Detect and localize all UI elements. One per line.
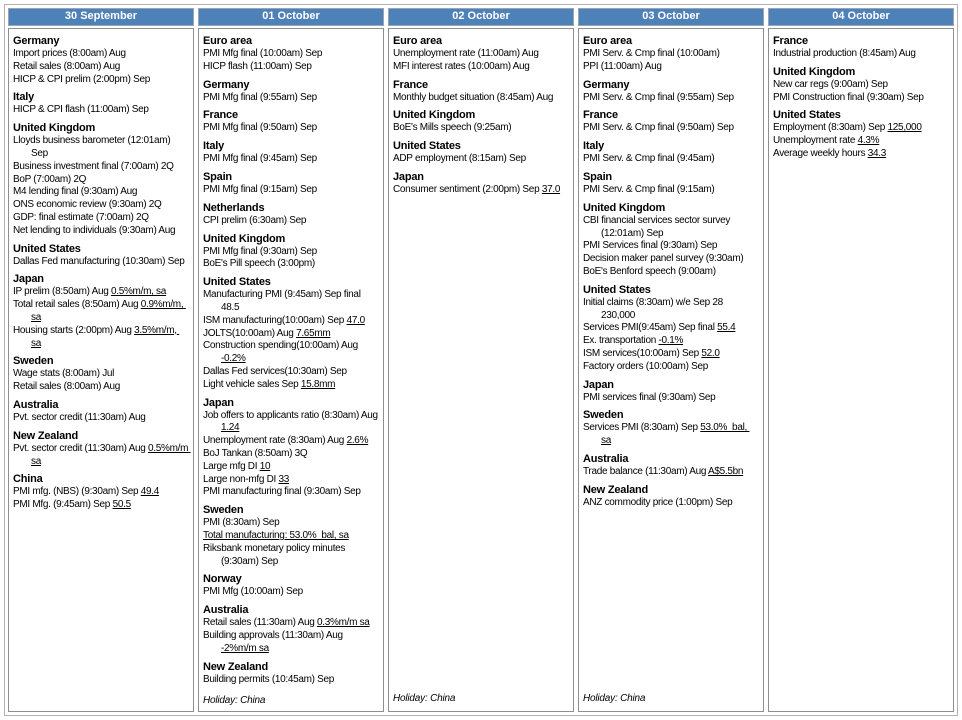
- event-item: PMI services final (9:30am) Sep: [583, 391, 716, 403]
- day-header: 04 October: [768, 8, 954, 26]
- country-heading: Germany: [583, 78, 630, 91]
- event-item: PMI Mfg final (10:00am) Sep: [203, 48, 323, 59]
- event-item: Large mfg DI 10: [203, 460, 271, 472]
- event-item: PMI Mfg (10:00am) Sep: [203, 586, 303, 598]
- event-item: Factory orders (10:00am) Sep: [583, 360, 708, 372]
- country-section: [583, 484, 759, 510]
- event-item: Monthly budget situation (8:45am) Aug: [393, 91, 554, 103]
- event-item: Housing starts (2:00pm) Aug 3.5%m/m, sa: [13, 324, 180, 349]
- event-item: PMI Serv. & Cmp final (9:55am) Sep: [583, 91, 734, 103]
- country-section: [583, 202, 759, 279]
- day-column-2: [198, 8, 384, 712]
- event-item: Services PMI (8:30am) Sep 53.0% bal, sa: [583, 422, 750, 447]
- country-heading: Japan: [13, 273, 44, 286]
- event-item: New car regs (9:00am) Sep: [773, 78, 888, 90]
- event-value: 33: [278, 473, 290, 485]
- event-item: PMI Services final (9:30am) Sep: [583, 240, 718, 252]
- country-heading: Germany: [13, 35, 60, 47]
- event-value: 1.24: [221, 422, 240, 434]
- event-item: Light vehicle sales Sep 15.8mm: [203, 378, 336, 390]
- country-heading: Euro area: [393, 35, 442, 47]
- country-heading: Australia: [13, 398, 59, 411]
- country-heading: New Zealand: [203, 660, 269, 673]
- economic-calendar: [8, 8, 954, 712]
- country-heading: New Zealand: [583, 483, 649, 496]
- country-heading: France: [773, 35, 808, 47]
- country-heading: Japan: [393, 170, 424, 183]
- event-item: PMI Mfg final (9:30am) Sep: [203, 245, 317, 257]
- event-value: 53.0% bal, sa: [601, 422, 750, 447]
- country-section: [203, 109, 379, 135]
- event-item: PMI Serv. & Cmp final (9:15am): [583, 183, 715, 195]
- event-item: Manufacturing PMI (9:45am) Sep final 48.5: [203, 289, 364, 313]
- country-section: [203, 604, 379, 655]
- event-item: Building permits (10:45am) Sep: [203, 673, 335, 685]
- event-item: Industrial production (8:45am) Aug: [773, 48, 916, 59]
- holiday-note: Holiday: China: [203, 695, 266, 707]
- event-value: A$5.5bn: [708, 465, 744, 477]
- event-item: PPI (11:00am) Aug: [583, 60, 662, 72]
- event-item: PMI Construction final (9:30am) Sep: [773, 91, 924, 103]
- country-section: [203, 79, 379, 105]
- event-item: Services PMI(9:45am) Sep final 55.4: [583, 322, 736, 334]
- country-heading: United Kingdom: [773, 65, 856, 78]
- event-value: 10: [259, 460, 271, 472]
- country-section: [13, 35, 189, 86]
- event-item: Pvt. sector credit (11:30am) Aug 0.5%m/m sa: [13, 442, 191, 467]
- event-item: Employment (8:30am) Sep 125,000: [773, 122, 922, 134]
- event-value: 4.3%: [857, 135, 880, 147]
- event-item: PMI Serv. & Cmp final (9:50am) Sep: [583, 122, 734, 134]
- country-section: [203, 140, 379, 166]
- day-header: 03 October: [578, 8, 764, 26]
- event-value: 55.4: [717, 322, 736, 334]
- day-body: [578, 28, 764, 712]
- country-heading: Sweden: [583, 409, 624, 422]
- country-heading: Spain: [583, 170, 612, 183]
- event-value: 50.5: [112, 499, 131, 511]
- event-item: Pvt. sector credit (11:30am) Aug: [13, 411, 146, 423]
- country-section: [773, 35, 949, 61]
- country-section: [583, 284, 759, 374]
- event-item: PMI Mfg final (9:50am) Sep: [203, 122, 317, 134]
- country-heading: United Kingdom: [13, 122, 96, 135]
- event-item: HICP & CPI prelim (2:00pm) Sep: [13, 73, 150, 85]
- country-section: [203, 35, 379, 74]
- country-heading: France: [583, 109, 618, 122]
- event-item: JOLTS(10:00am) Aug 7.65mm: [203, 327, 331, 339]
- country-heading: Italy: [203, 140, 225, 153]
- holiday-note: Holiday: China: [393, 693, 456, 704]
- day-body: [768, 28, 954, 712]
- country-heading: Japan: [583, 378, 614, 391]
- event-value: 0.9%m/m, sa: [31, 299, 186, 323]
- country-section: [13, 273, 189, 350]
- country-section: [203, 504, 379, 568]
- country-section: [583, 379, 759, 405]
- day-body: [8, 28, 194, 712]
- event-value: -0.2%: [221, 353, 246, 365]
- event-item: Net lending to individuals (9:30am) Aug: [13, 224, 176, 236]
- country-heading: United States: [583, 283, 651, 296]
- event-item: CBI financial services sector survey (12:01am) Sep: [583, 214, 733, 239]
- day-body: [388, 28, 574, 712]
- calendar-frame: [4, 4, 958, 716]
- event-item: Wage stats (8:00am) Jul: [13, 368, 115, 380]
- day-header: 01 October: [198, 8, 384, 26]
- day-column-3: [388, 8, 574, 712]
- event-item: Unemployment rate (8:30am) Aug 2.6%: [203, 435, 369, 447]
- event-value: 49.4: [140, 486, 160, 498]
- country-heading: United Kingdom: [583, 201, 666, 214]
- event-value: 0.3%m/m sa: [317, 617, 370, 629]
- country-section: [583, 409, 759, 448]
- country-heading: France: [393, 78, 428, 91]
- event-item: ISM manufacturing(10:00am) Sep 47.0: [203, 314, 365, 326]
- event-item: BoE's Benford speech (9:00am): [583, 265, 716, 277]
- event-value: 37.0: [541, 183, 561, 195]
- event-item: Import prices (8:00am) Aug: [13, 48, 126, 59]
- event-item: Building approvals (11:30am) Aug -2%m/m sa: [203, 629, 346, 654]
- country-section: [13, 91, 189, 117]
- event-item: PMI Mfg final (9:15am) Sep: [203, 183, 317, 195]
- day-column-4: [578, 8, 764, 712]
- day-body: [198, 28, 384, 712]
- event-item: CPI prelim (6:30am) Sep: [203, 214, 307, 226]
- event-item: BoJ Tankan (8:50am) 3Q: [203, 447, 308, 459]
- event-item: PMI manufacturing final (9:30am) Sep: [203, 486, 361, 498]
- country-section: [393, 140, 569, 166]
- country-heading: New Zealand: [13, 429, 79, 442]
- country-section: [203, 202, 379, 228]
- country-section: [583, 453, 759, 479]
- event-item: Riksbank monetary policy minutes (9:30am) Sep: [203, 542, 348, 567]
- event-value: 47.0: [346, 314, 365, 326]
- event-item: PMI Mfg final (9:45am) Sep: [203, 153, 317, 165]
- country-heading: Japan: [203, 396, 234, 409]
- country-section: [773, 66, 949, 105]
- event-item: Job offers to applicants ratio (8:30am) Aug 1.24: [203, 409, 381, 434]
- event-item: Initial claims (8:30am) w/e Sep 28 230,000: [583, 296, 726, 321]
- event-item: Unemployment rate (11:00am) Aug: [393, 48, 539, 59]
- event-value: 2.6%: [346, 435, 369, 447]
- country-section: [393, 35, 569, 74]
- event-value: 34.3: [867, 147, 886, 159]
- day-header: 30 September: [8, 8, 194, 26]
- event-item: IP prelim (8:50am) Aug 0.5%m/m, sa: [13, 286, 167, 298]
- event-item: GDP: final estimate (7:00am) 2Q: [13, 211, 149, 223]
- event-item: M4 lending final (9:30am) Aug: [13, 186, 138, 198]
- country-heading: Netherlands: [203, 201, 265, 214]
- event-item: ADP employment (8:15am) Sep: [393, 153, 526, 165]
- country-heading: Spain: [203, 170, 232, 183]
- event-value: 7.65mm: [296, 327, 331, 339]
- country-heading: United States: [13, 242, 81, 255]
- event-item: PMI Mfg final (9:55am) Sep: [203, 91, 317, 103]
- country-heading: Italy: [583, 140, 605, 153]
- event-item: Ex. transportation -0.1%: [583, 335, 684, 347]
- event-item: Retail sales (11:30am) Aug 0.3%m/m sa: [203, 617, 370, 629]
- event-item: ISM services(10:00am) Sep 52.0: [583, 347, 720, 359]
- country-section: [393, 171, 569, 197]
- event-item: PMI Serv. & Cmp final (10:00am): [583, 48, 720, 59]
- event-item: Trade balance (11:30am) Aug A$5.5bn: [583, 465, 744, 477]
- event-item: PMI Serv. & Cmp final (9:45am): [583, 153, 715, 165]
- country-section: [583, 109, 759, 135]
- country-heading: United States: [773, 109, 841, 122]
- country-heading: United Kingdom: [393, 109, 476, 122]
- country-heading: United Kingdom: [203, 232, 286, 245]
- event-item: HICP & CPI flash (11:00am) Sep: [13, 104, 149, 116]
- country-section: [393, 109, 569, 135]
- event-item: Retail sales (8:00am) Aug: [13, 60, 121, 72]
- country-section: [583, 171, 759, 197]
- event-item: Dallas Fed manufacturing (10:30am) Sep: [13, 255, 185, 267]
- country-section: [203, 573, 379, 599]
- event-value: 0.5%m/m, sa: [110, 286, 167, 298]
- country-section: [13, 399, 189, 425]
- country-heading: Australia: [203, 604, 249, 617]
- event-item: PMI (8:30am) Sep: [203, 517, 280, 529]
- country-heading: France: [203, 109, 238, 122]
- country-section: [203, 397, 379, 500]
- event-item: PMI Mfg. (9:45am) Sep 50.5: [13, 499, 131, 511]
- event-item: ANZ commodity price (1:00pm) Sep: [583, 496, 733, 508]
- country-heading: United States: [203, 276, 271, 289]
- event-item: BoE's Pill speech (3:00pm): [203, 258, 315, 270]
- country-heading: Sweden: [13, 355, 54, 368]
- event-item: Dallas Fed services(10:30am) Sep: [203, 365, 347, 377]
- event-item: BoE's Mills speech (9:25am): [393, 122, 512, 134]
- country-heading: Italy: [13, 91, 35, 104]
- country-section: [583, 79, 759, 105]
- country-section: [13, 355, 189, 394]
- country-section: [203, 276, 379, 391]
- event-item: Business investment final (7:00am) 2Q: [13, 160, 174, 172]
- event-item: Total retail sales (8:50am) Aug 0.9%m/m, sa: [13, 299, 186, 323]
- country-section: [773, 109, 949, 160]
- event-item: Construction spending(10:00am) Aug -0.2%: [203, 340, 361, 365]
- event-value: 125,000: [887, 122, 922, 134]
- country-section: [13, 122, 189, 237]
- event-value: -2%m/m sa: [221, 642, 269, 654]
- event-value: 15.8mm: [300, 378, 336, 390]
- event-item: HICP flash (11:00am) Sep: [203, 60, 312, 72]
- country-heading: United States: [393, 140, 461, 153]
- event-value: 0.5%m/m sa: [31, 442, 191, 467]
- event-value: -0.1%: [658, 335, 684, 347]
- country-heading: Germany: [203, 78, 250, 91]
- country-heading: Norway: [203, 573, 242, 586]
- country-section: [13, 430, 189, 469]
- country-section: [13, 473, 189, 512]
- country-heading: Australia: [583, 452, 629, 465]
- country-heading: Sweden: [203, 504, 244, 517]
- day-header: 02 October: [388, 8, 574, 26]
- event-item: Consumer sentiment (2:00pm) Sep 37.0: [393, 183, 561, 195]
- holiday-note: Holiday: China: [583, 693, 646, 704]
- event-value: 52.0: [701, 347, 720, 359]
- event-item: Large non-mfg DI 33: [203, 473, 290, 485]
- event-item: Unemployment rate 4.3%: [773, 135, 880, 147]
- country-section: [203, 171, 379, 197]
- event-item: ONS economic review (9:30am) 2Q: [13, 199, 162, 211]
- event-item: Average weekly hours 34.3: [773, 147, 886, 159]
- event-value: 3.5%m/m, sa: [31, 324, 180, 349]
- country-section: [583, 35, 759, 74]
- country-section: [13, 243, 189, 269]
- event-item: Retail sales (8:00am) Aug: [13, 381, 121, 393]
- event-item: BoP (7:00am) 2Q: [13, 173, 87, 185]
- country-heading: Euro area: [583, 35, 632, 47]
- day-column-5: [768, 8, 954, 712]
- event-item: Lloyds business barometer (12:01am) Sep: [13, 135, 173, 159]
- event-item: Decision maker panel survey (9:30am): [583, 253, 744, 265]
- country-heading: China: [13, 473, 43, 486]
- country-heading: Euro area: [203, 35, 252, 47]
- event-item: PMI mfg. (NBS) (9:30am) Sep 49.4: [13, 486, 160, 498]
- event-value: Total manufacturing: 53.0% bal, sa: [203, 529, 349, 541]
- event-item: [203, 530, 379, 543]
- event-item: MFI interest rates (10:00am) Aug: [393, 60, 530, 72]
- country-section: [583, 140, 759, 166]
- day-column-1: [8, 8, 194, 712]
- country-section: [203, 233, 379, 272]
- country-section: [393, 79, 569, 105]
- country-section: [203, 661, 379, 687]
